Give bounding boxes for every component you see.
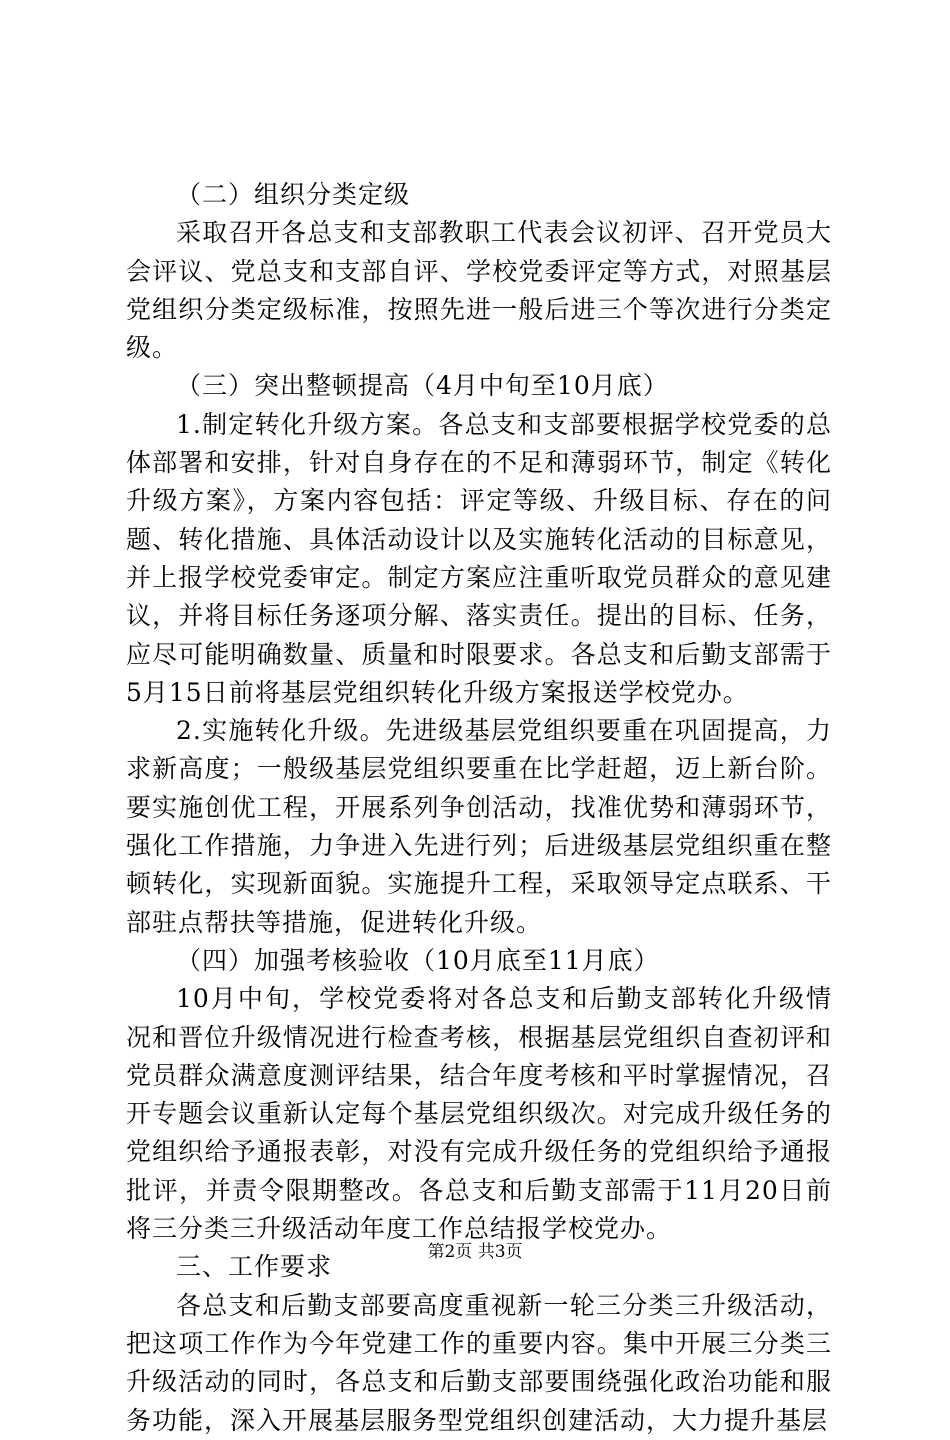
paragraph-requirements: 各总支和后勤支部要高度重视新一轮三分类三升级活动，把这项工作作为今年党建工作的重要内容。集中开展三分类三升级活动的同时，各总支和后勤支部要围绕强化政治功能和服务功能，深入开展基层服务型党组织创建活动，大力提升基层 <box>126 1290 832 1435</box>
paragraph-classification: 采取召开各总支和支部教职工代表会议初评、召开党员大会评议、党总支和支部自评、学校党委评定等方式，对照基层党组织分类定级标准，按照先进一般后进三个等次进行分类定级。 <box>126 218 832 363</box>
page-footer: 第2页 共3页 <box>427 1242 523 1262</box>
section-heading-requirements: 三、工作要求 <box>176 1252 333 1282</box>
paragraph-assessment: 10月中旬，学校党委将对各总支和后勤支部转化升级情况和晋位升级情况进行检查考核，根据基层党组织自查初评和党员群众满意度测评结果，结合年度考核和平时掌握情况，召开专题会议重新认定每个基层党组织级次。对完成升级任务的党组织给予通报表彰，对没有完成升级任务的党组织给予通报批评，并责令限期整改。各总支和后勤支部需于11月20日前将三分类三升级活动年度工作总结报学校党办。 <box>126 984 832 1244</box>
paragraph-implement-upgrade: 2.实施转化升级。先进级基层党组织要重在巩固提高，力求新高度；一般级基层党组织要重在比学赶超，迈上新台阶。要实施创优工程，开展系列争创活动，找准优势和薄弱环节，强化工作措施，力争进入先进行列；后进级基层党组织重在整顿转化，实现新面貌。实施提升工程，采取领导定点联系、干部驻点帮扶等措施，促进转化升级。 <box>126 716 832 937</box>
section-heading-2: （二）组织分类定级 <box>176 180 411 209</box>
section-heading-3: （三）突出整顿提高（4月中旬至10月底） <box>176 371 669 401</box>
section-heading-4: （四）加强考核验收（10月底至11月底） <box>176 945 660 975</box>
paragraph-upgrade-plan: 1.制定转化升级方案。各总支和支部要根据学校党委的总体部署和安排，针对自身存在的不足和薄弱环节，制定《转化升级方案》，方案内容包括：评定等级、升级目标、存在的问题、转化措施、具体活动设计以及实施转化活动的目标意见，并上报学校党委审定。制定方案应注重听取党员群众的意见建议，并将目标任务逐项分解、落实责任。提出的目标、任务，应尽可能明确数量、质量和时限要求。各总支和后勤支部需于5月15日前将基层党组织转化升级方案报送学校党办。 <box>126 409 832 707</box>
